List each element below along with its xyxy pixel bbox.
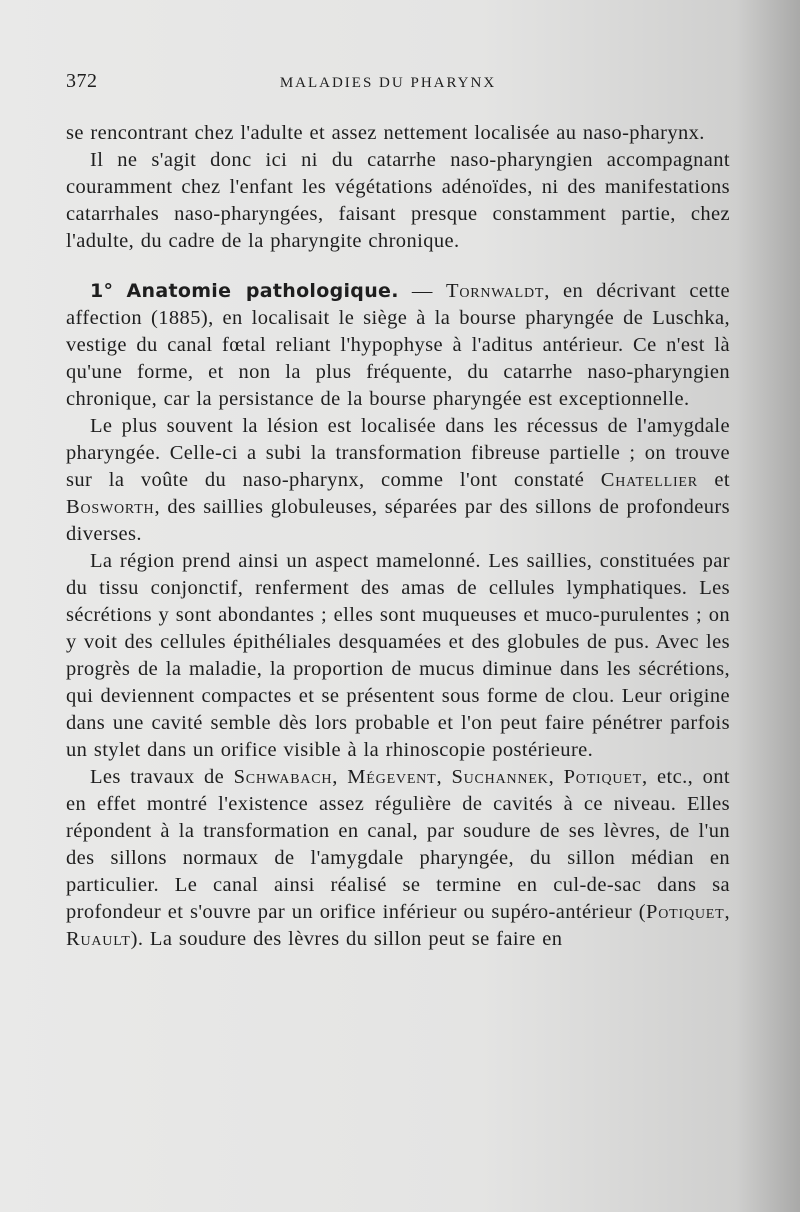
- paragraph-text: ). La soudure des lèvres du sillon peut se faire en: [130, 928, 563, 950]
- author-name: Tornwaldt: [446, 280, 545, 302]
- page-header: [66, 70, 730, 102]
- paragraph-text: , en décrivant cette affection (1885), en localisait le siège à la bourse pharyngée de Luschka, vestige du canal fœtal reliant l'hypophyse à l'aditus antérieur. Ce n'est là qu'une forme, et non la plus fréquente, du catarrhe naso-pharyngien chronique, car la persistance de la bourse pharyngée est exceptionnelle.: [66, 280, 731, 410]
- separator: ,: [436, 766, 452, 788]
- author-name: Ruault: [66, 928, 131, 950]
- paragraph-continuation: se rencontrant chez l'adulte et assez nettement localisée au naso-pharynx.: [66, 122, 705, 144]
- author-name: Bosworth: [66, 496, 155, 518]
- author-name: Mégevent: [347, 766, 437, 788]
- separator: ,: [548, 766, 564, 788]
- separator: ,: [724, 901, 730, 923]
- paragraph-text: et: [697, 469, 730, 491]
- author-name: Potiquet: [563, 766, 643, 788]
- paragraph-section-1: [66, 278, 730, 413]
- section-title: Anatomie pathologique.: [126, 280, 399, 302]
- paragraph-intro: Il ne s'agit donc ici ni du catarrhe naso-pharyngien accompagnant couramment chez l'enfant les végétations adénoïdes, ni des manifestations catarrhales naso-pharyngées, faisant presque constamment partie, chez l'adulte, du cadre de la pharyngite chronique.: [66, 149, 730, 252]
- author-name: Suchannek: [451, 766, 549, 788]
- dash: —: [398, 280, 446, 302]
- paragraph-region: La région prend ainsi un aspect mamelonné. Les saillies, constituées par du tissu conjonctif, renferment des amas de cellules lymphatiques. Les sécrétions y sont abondantes ; elles sont muqueuses et muco-purulentes ; on y voit des cellules épithéliales desquamées et des globules de pus. Avec les progrès de la maladie, la proportion de mucus diminue dans les sécrétions, qui deviennent compactes et se présentent sous forme de clou. Leur origine dans une cavité semble dès lors probable et l'on peut faire pénétrer parfois un stylet dans un orifice visible à la rhinoscopie postérieure.: [66, 550, 730, 761]
- section-number: 1°: [90, 280, 114, 302]
- paragraph-text: , des saillies globuleuses, séparées par des sillons de profondeurs diverses.: [66, 496, 730, 545]
- page-body: [66, 120, 730, 953]
- author-name: Potiquet: [646, 901, 725, 923]
- author-name: Chatellier: [600, 469, 698, 491]
- paragraph-text: Les travaux de: [90, 766, 234, 788]
- page-number: 372: [66, 70, 98, 92]
- paragraph-text: , etc., ont en effet montré l'existence assez régulière de cavités à ce niveau. Elles répondent à la transformation en canal, par soudure de ses lèvres, de l'un des sillons normaux de l'amygdale pharyngée, du sillon médian en particulier. Le canal ainsi réalisé se termine en cul-de-sac dans sa profondeur et s'ouvre par un orifice inférieur ou supéro-antérieur (: [66, 766, 730, 923]
- separator: ,: [332, 766, 348, 788]
- paragraph-works: [66, 764, 730, 953]
- author-name: Schwabach: [233, 766, 333, 788]
- running-head: MALADIES DU PHARYNX: [279, 75, 497, 91]
- paragraph-text: Le plus souvent la lésion est localisée dans les récessus de l'amygdale pharyngée. Celle-ci a subi la transformation fibreuse partielle ; on trouve sur la voûte du naso-pharynx, comme l'ont constaté: [66, 415, 730, 491]
- paragraph-lesion: [66, 413, 730, 548]
